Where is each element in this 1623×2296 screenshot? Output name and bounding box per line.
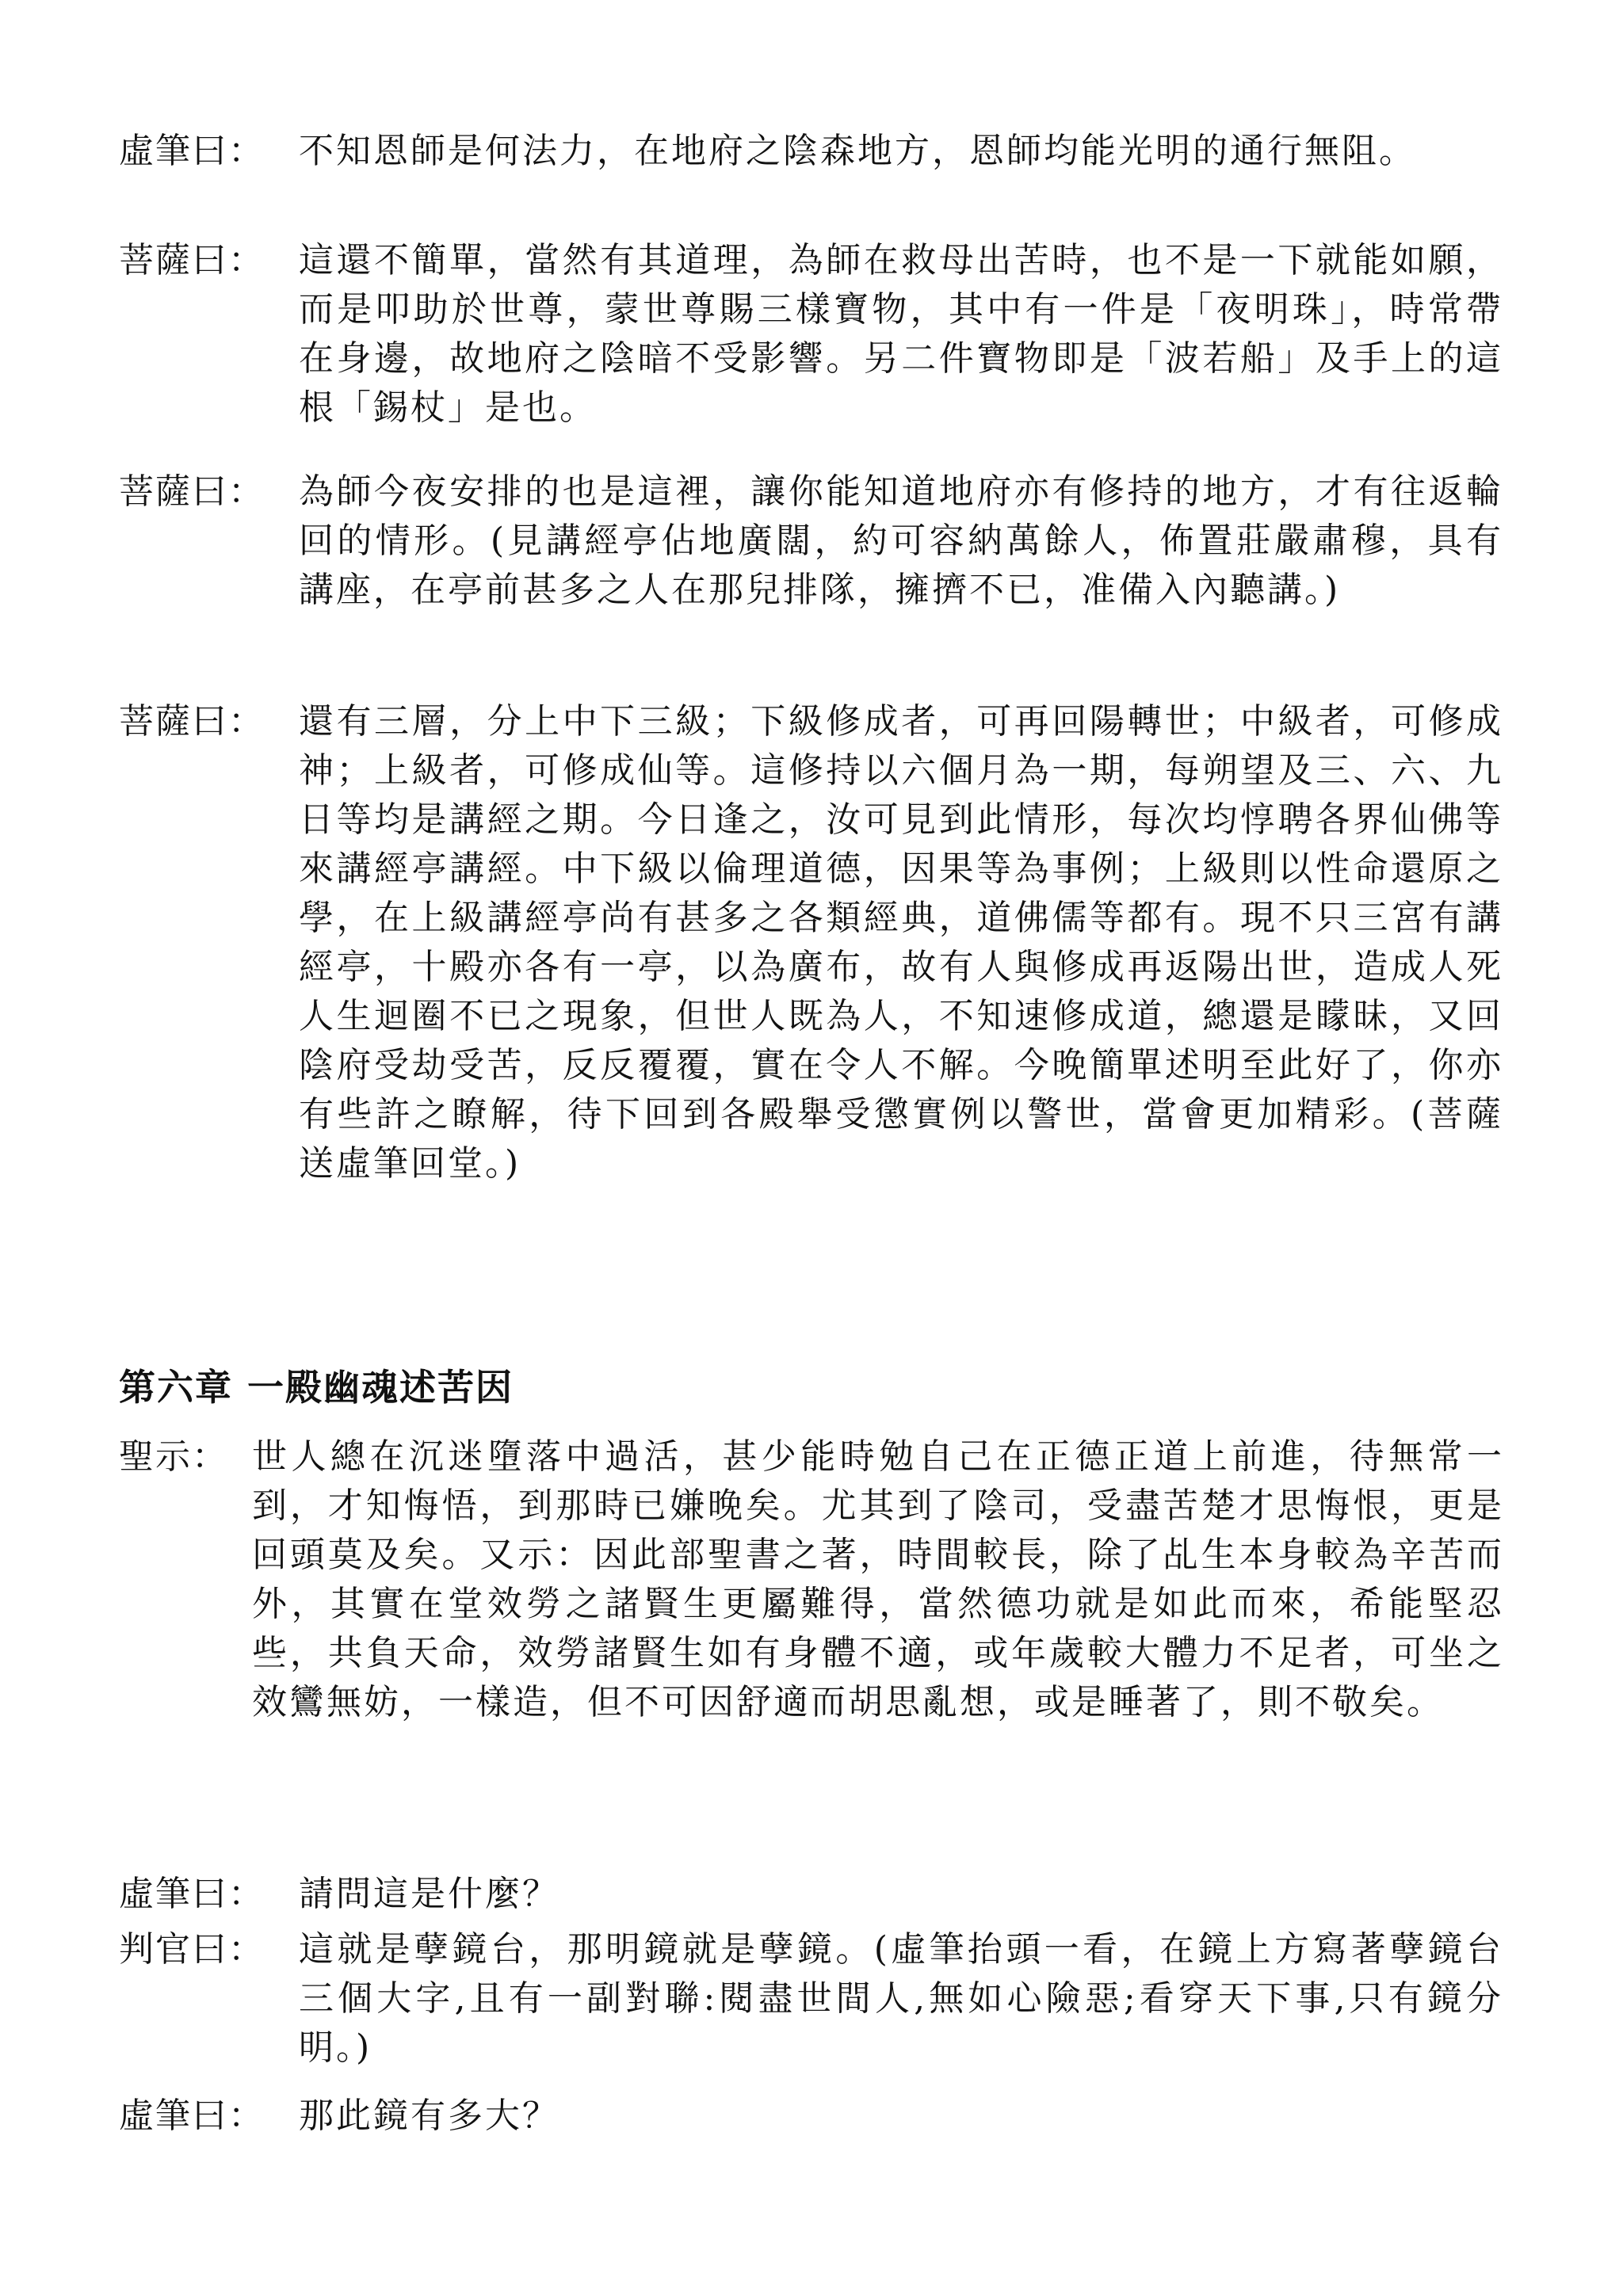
dialogue-entry xyxy=(119,1925,1506,2073)
dialogue-entry xyxy=(119,2092,1506,2141)
dialogue-entry xyxy=(119,1870,1506,1919)
speaker-label: 虛筆曰： xyxy=(119,131,265,171)
dialogue-entry xyxy=(119,127,1506,176)
dialogue-text: 那此鏡有多大？ xyxy=(299,2096,559,2136)
dialogue-text: 請問這是什麼？ xyxy=(299,1874,559,1914)
dialogue-text: 還有三層，分上中下三級；下級修成者，可再回陽轉世；中級者，可修成神；上級者，可修成仙等。這修持以六個月為一期，每朔望及三、六、九日等均是講經之期。今日逢之，汝可見到此情形，每次均惇聘各界仙佛等來講經亭講經。中下級以倫理道德，因果等為事例；上級則以性命還原之學，在上級講經亭尚有甚多之各類經典，道佛儒等都有。現不只三宮有講經亭，十殿亦各有一亭，以為廣布，故有人與修成再返陽出世，造成人死人生迴圈不已之現象，但世人既為人，不知速修成道，總還是矇昧，又回陰府受劫受苦，反反覆覆，實在令人不解。今晚簡單述明至此好了，你亦有些許之瞭解，待下回到各殿舉受懲實例以警世，當會更加精彩。(菩薩送虛筆回堂。) xyxy=(299,701,1503,1184)
dialogue-entry xyxy=(119,697,1506,1188)
speaker-label: 菩薩曰： xyxy=(119,701,265,742)
chapter-title: 一殿幽魂述苦因 xyxy=(247,1366,514,1409)
chapter-number: 第六章 xyxy=(119,1366,233,1409)
speaker-label: 判官曰： xyxy=(119,1929,265,1970)
speaker-label: 虛筆曰： xyxy=(119,2096,265,2136)
dialogue-text: 不知恩師是何法力，在地府之陰森地方，恩師均能光明的通行無阻。 xyxy=(299,131,1416,171)
speaker-label: 菩薩曰： xyxy=(119,471,265,512)
speaker-label: 虛筆曰： xyxy=(119,1874,265,1914)
dialogue-text: 這還不簡單，當然有其道理，為師在救母出苦時，也不是一下就能如願，而是叩助於世尊，蒙世尊賜三樣寶物，其中有一件是「夜明珠」，時常帶在身邊，故地府之陰暗不受影響。另二件寶物即是「波若船」及手上的這根「錫杖」是也。 xyxy=(299,240,1503,428)
dialogue-entry xyxy=(119,236,1506,433)
dialogue-text: 世人總在沉迷墮落中過活，甚少能時勉自己在正德正道上前進，待無常一到，才知悔悟，到那時已嫌晚矣。尤其到了陰司，受盡苦楚才思悔恨，更是回頭莫及矣。又示：因此部聖書之著，時間較長，除了乩生本身較為辛苦而外，其實在堂效勞之諸賢生更屬難得，當然德功就是如此而來，希能堅忍些，共負天命，效勞諸賢生如有身體不適，或年歲較大體力不足者，可坐之效鸞無妨，一樣造，但不可因舒適而胡思亂想，或是睡著了，則不敬矣。 xyxy=(252,1436,1504,1722)
speaker-label: 菩薩曰： xyxy=(119,240,265,280)
chapter-heading xyxy=(119,1363,528,1412)
speaker-label: 聖示： xyxy=(119,1436,228,1477)
dialogue-text: 這就是孽鏡台，那明鏡就是孽鏡。(虛筆抬頭一看，在鏡上方寫著孽鏡台三個大字,且有一副對聯:閱盡世間人,無如心險惡;看穿天下事,只有鏡分明。) xyxy=(299,1929,1503,2068)
dialogue-entry xyxy=(119,467,1506,615)
dialogue-entry xyxy=(119,1432,1506,1727)
dialogue-text: 為師今夜安排的也是這裡，讓你能知道地府亦有修持的地方，才有往返輪回的情形。(見講經亭佔地廣闊，約可容納萬餘人，佈置莊嚴肅穆，具有講座，在亭前甚多之人在那兒排隊，擁擠不已，准備入內聽講。) xyxy=(299,471,1503,610)
